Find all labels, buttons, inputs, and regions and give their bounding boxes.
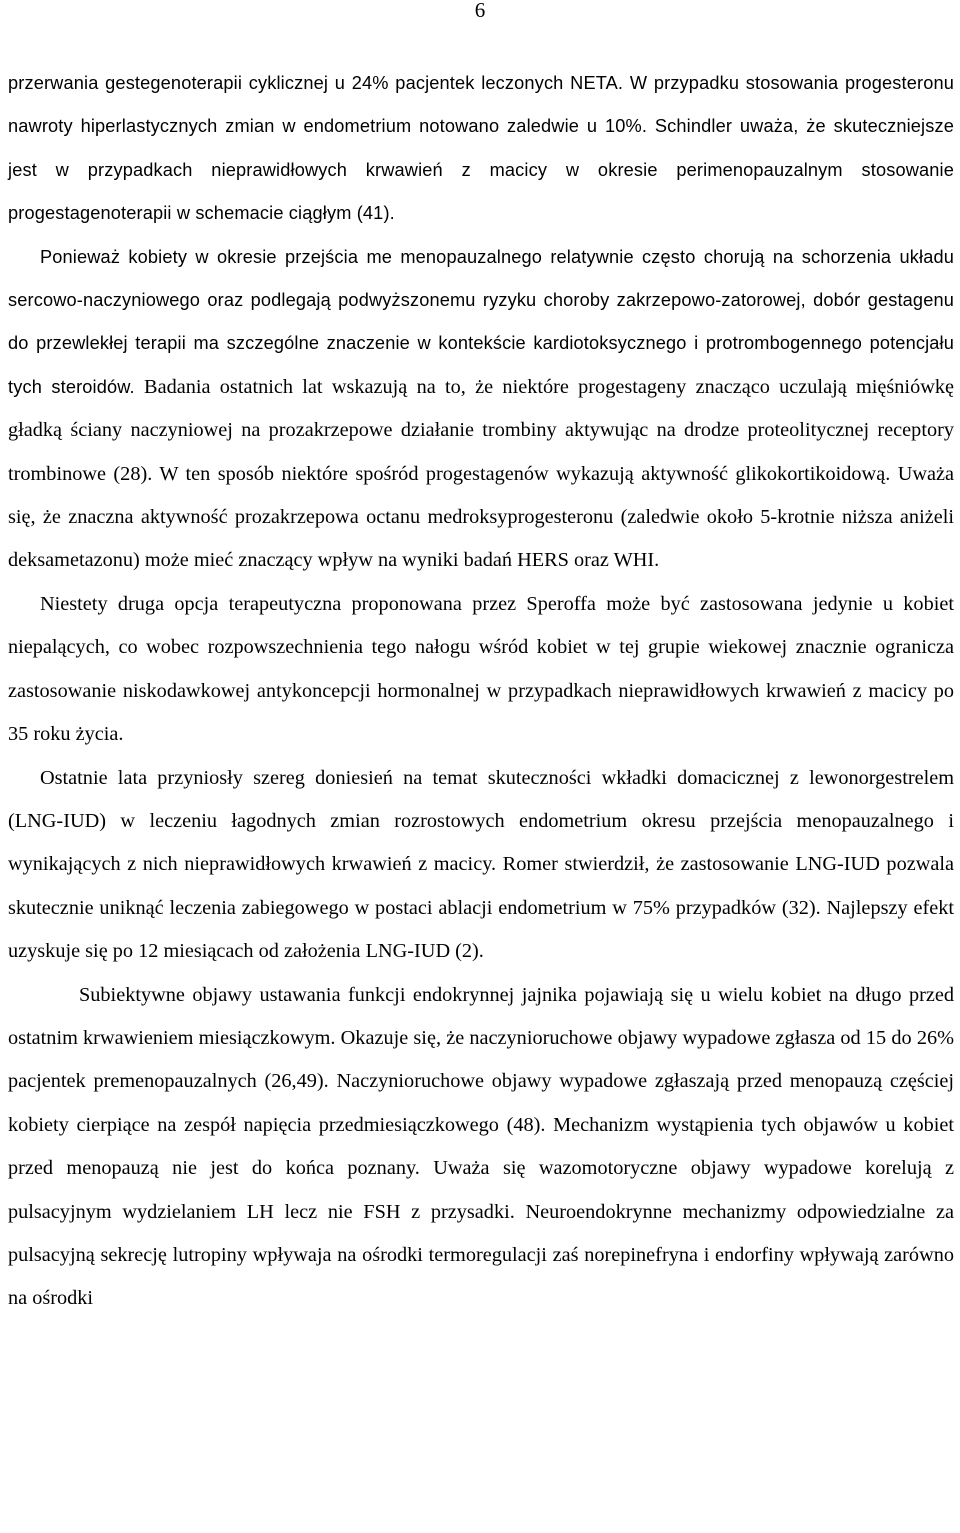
paragraph-4: Ostatnie lata przyniosły szereg doniesień na temat skuteczności wkładki domacicznej z lewonorgestrelem (LNG-IUD) w leczeniu łagodnych zmian rozrostowych endometrium okresu przejścia menopauzalnego i wynikających z nich nieprawidłowych krwawień z macicy. Romer stwierdził, że zastosowanie LNG-IUD pozwala skutecznie uniknąć leczenia zabiegowego w postaci ablacji endometrium w 75% przypadków (32). Najlepszy efekt uzyskuje się po 12 miesiącach od założenia LNG-IUD (2).	[8, 766, 954, 963]
paragraph-2	[8, 236, 954, 583]
document-body	[8, 62, 954, 1321]
paragraph-1: przerwania gestegenoterapii cyklicznej u 24% pacjentek leczonych NETA. W przypadku stosowania progesteronu nawroty hiperlastycznych zmian w endometrium notowano zaledwie u 10%. Schindler uważa, że skuteczniejsze jest w przypadkach nieprawidłowych krwawień z macicy w okresie perimenopauzalnym stosowanie progestagenoterapii w schemacie ciągłym (41).	[8, 73, 954, 224]
paragraph-2-part-a: Ponieważ kobiety w okresie przejścia me menopauzalnego relatywnie często chorują na schorzenia układu sercowo-naczyniowego oraz podlegają podwyższonemu ryzyku choroby zakrzepowo-zatorowej, dobór gestagenu do przewlekłej terapii ma szczególne znaczenie w kontekście kardiotoksycznego i protrombogennego potencjału tych steroidów.	[8, 246, 954, 397]
paragraph-3: Niestety druga opcja terapeutyczna proponowana przez Speroffa może być zastosowana jedynie u kobiet niepalących, co wobec rozpowszechnienia tego nałogu wśród kobiet w tej grupie wiekowej znacznie ogranicza zastosowanie niskodawkowej antykoncepcji hormonalnej w przypadkach nieprawidłowych krwawień z macicy po 35 roku życia.	[8, 592, 954, 746]
paragraph-5: Subiektywne objawy ustawania funkcji endokrynnej jajnika pojawiają się u wielu kobiet na długo przed ostatnim krwawieniem miesiączkowym. Okazuje się, że naczynioruchowe objawy wypadowe zgłasza od 15 do 26% pacjentek premenopauzalnych (26,49). Naczynioruchowe objawy wypadowe zgłaszają przed menopauzą częściej kobiety cierpiące na zespół napięcia przedmiesiączkowego (48). Mechanizm wystąpienia tych objawów u kobiet przed menopauzą nie jest do końca poznany. Uważa się wazomotoryczne objawy wypadowe korelują z pulsacyjnym wydzielaniem LH lecz nie FSH z przysadki. Neuroendokrynne mechanizmy odpowiedzialne za pulsacyjną sekrecję lutropiny wpływaja na ośrodki termoregulacji zaś norepinefryna i endorfiny wpływają zarówno na ośrodki	[8, 983, 954, 1310]
page-number: 6	[474, 0, 486, 22]
paragraph-2-part-b: Badania ostatnich lat wskazują na to, że niektóre progestageny znacząco uczulają mięśniówkę gładką ściany naczyniowej na prozakrzepowe działanie trombiny aktywując na drodze proteolitycznej receptory trombinowe (28). W ten sposób niektóre spośród progestagenów wykazują aktywność glikokortikoidową. Uważa się, że znaczna aktywność prozakrzepowa octanu medroksyprogesteronu (zaledwie około 5-krotnie niższa aniżeli deksametazonu) może mieć znaczący wpływ na wyniki badań HERS oraz WHI.	[8, 375, 954, 572]
